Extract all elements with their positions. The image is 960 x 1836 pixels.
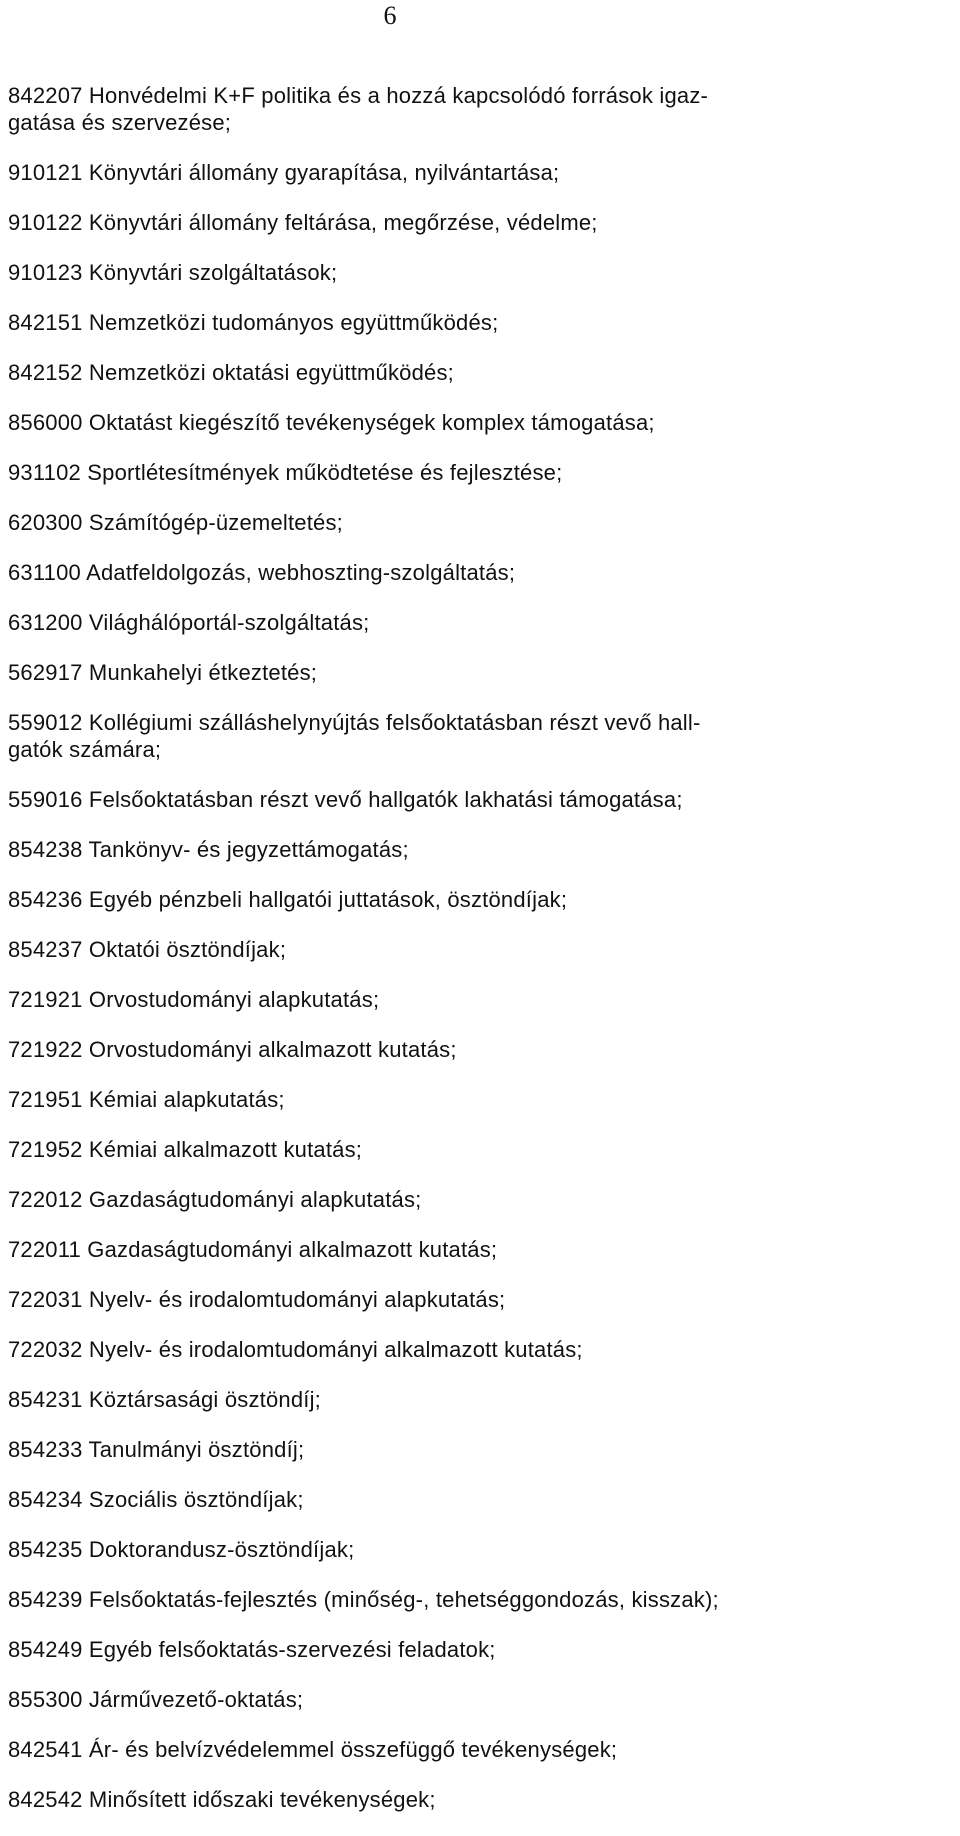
- list-item: 854235 Doktorandusz-ösztöndíjak;: [8, 1537, 355, 1562]
- list-item: 721921 Orvostudományi alapkutatás;: [8, 987, 380, 1012]
- list-item: 854249 Egyéb felsőoktatás-szervezési feladatok;: [8, 1637, 496, 1662]
- list-item: 910122 Könyvtári állomány feltárása, megőrzése, védelme;: [8, 210, 598, 235]
- list-item: 856000 Oktatást kiegészítő tevékenységek komplex támogatása;: [8, 410, 655, 435]
- list-item: 842151 Nemzetközi tudományos együttműködés;: [8, 310, 499, 335]
- page-number: 6: [383, 1, 397, 30]
- list-item: 559012 Kollégiumi szálláshelynyújtás felsőoktatásban részt vevő hall- gatók számára;: [8, 710, 701, 762]
- list-item: 722011 Gazdaságtudományi alkalmazott kutatás;: [8, 1237, 498, 1262]
- list-item: 722012 Gazdaságtudományi alapkutatás;: [8, 1187, 422, 1212]
- list-item: 855300 Járművezető-oktatás;: [8, 1687, 304, 1712]
- list-item: 910121 Könyvtári állomány gyarapítása, nyilvántartása;: [8, 160, 560, 185]
- list-item: 854239 Felsőoktatás-fejlesztés (minőség-, tehetséggondozás, kisszak);: [8, 1587, 719, 1612]
- list-item: 854238 Tankönyv- és jegyzettámogatás;: [8, 837, 409, 862]
- list-item: 910123 Könyvtári szolgáltatások;: [8, 260, 338, 285]
- list-item: 854234 Szociális ösztöndíjak;: [8, 1487, 304, 1512]
- list-item: 842541 Ár- és belvízvédelemmel összefüggő tevékenységek;: [8, 1737, 618, 1762]
- list-item: 854231 Köztársasági ösztöndíj;: [8, 1387, 321, 1412]
- activity-code-list: [8, 82, 953, 1836]
- list-item: 842542 Minősített időszaki tevékenységek;: [8, 1787, 436, 1812]
- list-item: 631200 Világhálóportál-szolgáltatás;: [8, 610, 370, 635]
- list-item: 631100 Adatfeldolgozás, webhoszting-szolgáltatás;: [8, 560, 516, 585]
- list-item: 842207 Honvédelmi K+F politika és a hozzá kapcsolódó források igaz- gatása és szervezése;: [8, 83, 709, 135]
- list-item: 854236 Egyéb pénzbeli hallgatói juttatások, ösztöndíjak;: [8, 887, 568, 912]
- list-item: 854233 Tanulmányi ösztöndíj;: [8, 1437, 305, 1462]
- list-item: 854237 Oktatói ösztöndíjak;: [8, 937, 287, 962]
- list-item: 559016 Felsőoktatásban részt vevő hallgatók lakhatási támogatása;: [8, 787, 683, 812]
- list-item: 842152 Nemzetközi oktatási együttműködés;: [8, 360, 454, 385]
- list-item: 721922 Orvostudományi alkalmazott kutatás;: [8, 1037, 457, 1062]
- list-item: 562917 Munkahelyi étkeztetés;: [8, 660, 318, 685]
- list-item: 722031 Nyelv- és irodalomtudományi alapkutatás;: [8, 1287, 506, 1312]
- list-item: 722032 Nyelv- és irodalomtudományi alkalmazott kutatás;: [8, 1337, 583, 1362]
- list-item: 620300 Számítógép-üzemeltetés;: [8, 510, 343, 535]
- list-item: 931102 Sportlétesítmények működtetése és fejlesztése;: [8, 460, 563, 485]
- list-item: 721952 Kémiai alkalmazott kutatás;: [8, 1137, 363, 1162]
- list-item: 721951 Kémiai alapkutatás;: [8, 1087, 285, 1112]
